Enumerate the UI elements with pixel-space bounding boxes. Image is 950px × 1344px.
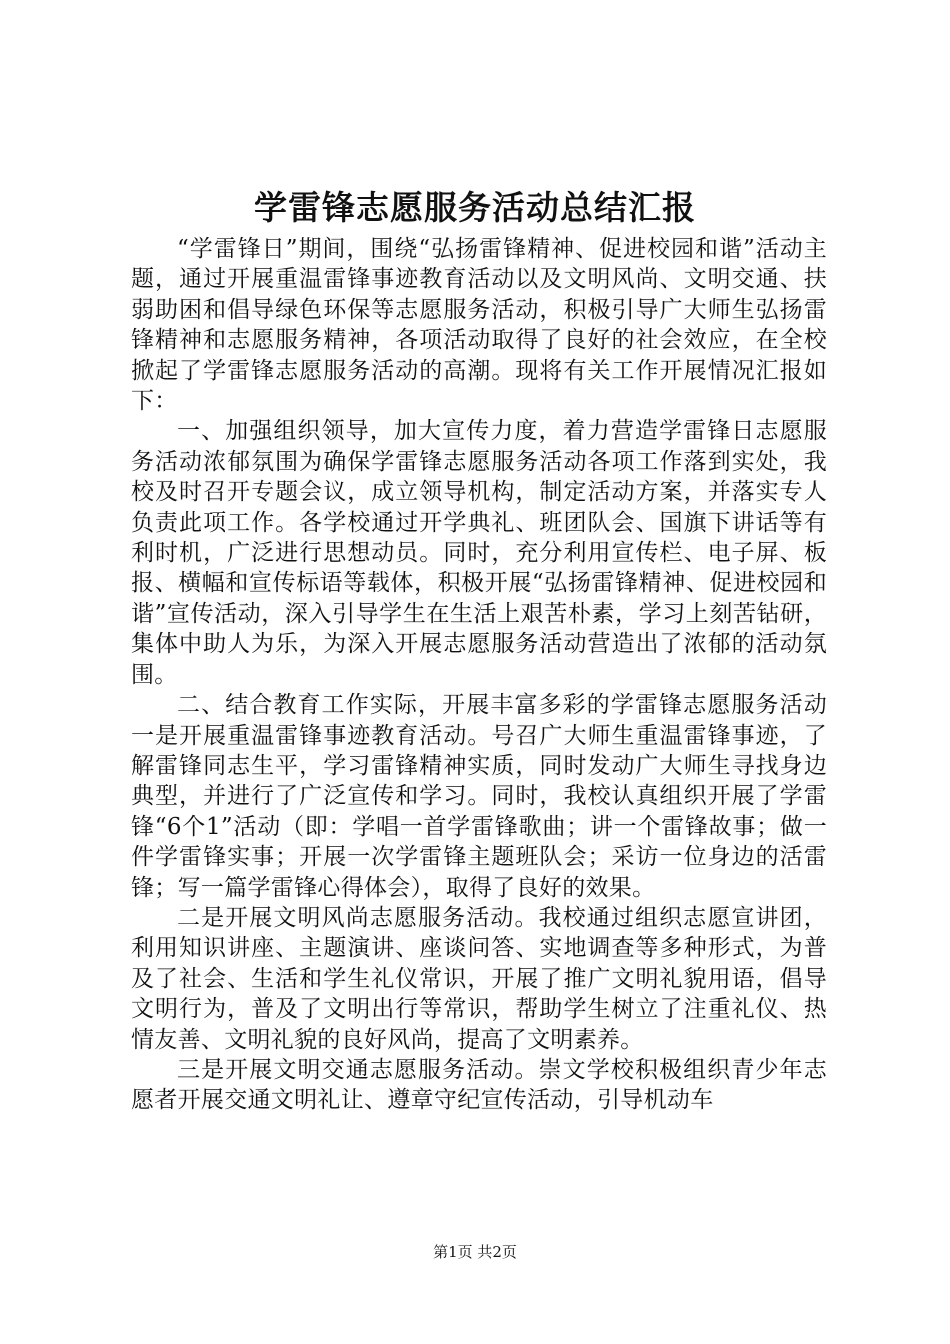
- paragraph-section-1: 一、加强组织领导，加大宣传力度，着力营造学雷锋日志愿服务活动浓郁氛围为确保学雷锋志愿服务活动各项工作落到实处，我校及时召开专题会议，成立领导机构，制定活动方案，并落实专人负责此项工作。各学校通过开学典礼、班团队会、国旗下讲话等有利时机，广泛进行思想动员。同时，充分利用宣传栏、电子屏、板报、横幅和宣传标语等载体，积极开展“弘扬雷锋精神、促进校园和谐”宣传活动，深入引导学生在生活上艰苦朴素，学习上刻苦钻研，集体中助人为乐，为深入开展志愿服务活动营造出了浓郁的活动氛围。: [131, 418, 827, 688]
- document-title: 学雷锋志愿服务活动总结汇报: [254, 188, 696, 227]
- paragraph-intro: “学雷锋日”期间，围绕“弘扬雷锋精神、促进校园和谐”活动主题，通过开展重温雷锋事迹教育活动以及文明风尚、文明交通、扶弱助困和倡导绿色环保等志愿服务活动，积极引导广大师生弘扬雷锋精神和志愿服务精神，各项活动取得了良好的社会效应，在全校掀起了学雷锋志愿服务活动的高潮。现将有关工作开展情况汇报如下：: [131, 236, 827, 415]
- paragraph-section-2-item-3: 三是开展文明交通志愿服务活动。崇文学校积极组织青少年志愿者开展交通文明礼让、遵章守纪宣传活动，引导机动车: [131, 1056, 827, 1114]
- document-body: [131, 234, 827, 1116]
- paragraph-section-2-item-2: 二是开展文明风尚志愿服务活动。我校通过组织志愿宣讲团，利用知识讲座、主题演讲、座谈问答、实地调查等多种形式，为普及了社会、生活和学生礼仪常识，开展了推广文明礼貌用语，倡导文明行为，普及了文明出行等常识，帮助学生树立了注重礼仪、热情友善、文明礼貌的良好风尚，提高了文明素养。: [131, 904, 827, 1053]
- paragraph-section-2: 二、结合教育工作实际，开展丰富多彩的学雷锋志愿服务活动一是开展重温雷锋事迹教育活动。号召广大师生重温雷锋事迹，了解雷锋同志生平，学习雷锋精神实质，同时发动广大师生寻找身边典型，并进行了广泛宣传和学习。同时，我校认真组织开展了学雷锋“6个1”活动（即：学唱一首学雷锋歌曲；讲一个雷锋故事；做一件学雷锋实事；开展一次学雷锋主题班队会；采访一位身边的活雷锋；写一篇学雷锋心得体会），取得了良好的效果。: [131, 692, 827, 901]
- page-footer: 第1页 共2页: [433, 1243, 517, 1261]
